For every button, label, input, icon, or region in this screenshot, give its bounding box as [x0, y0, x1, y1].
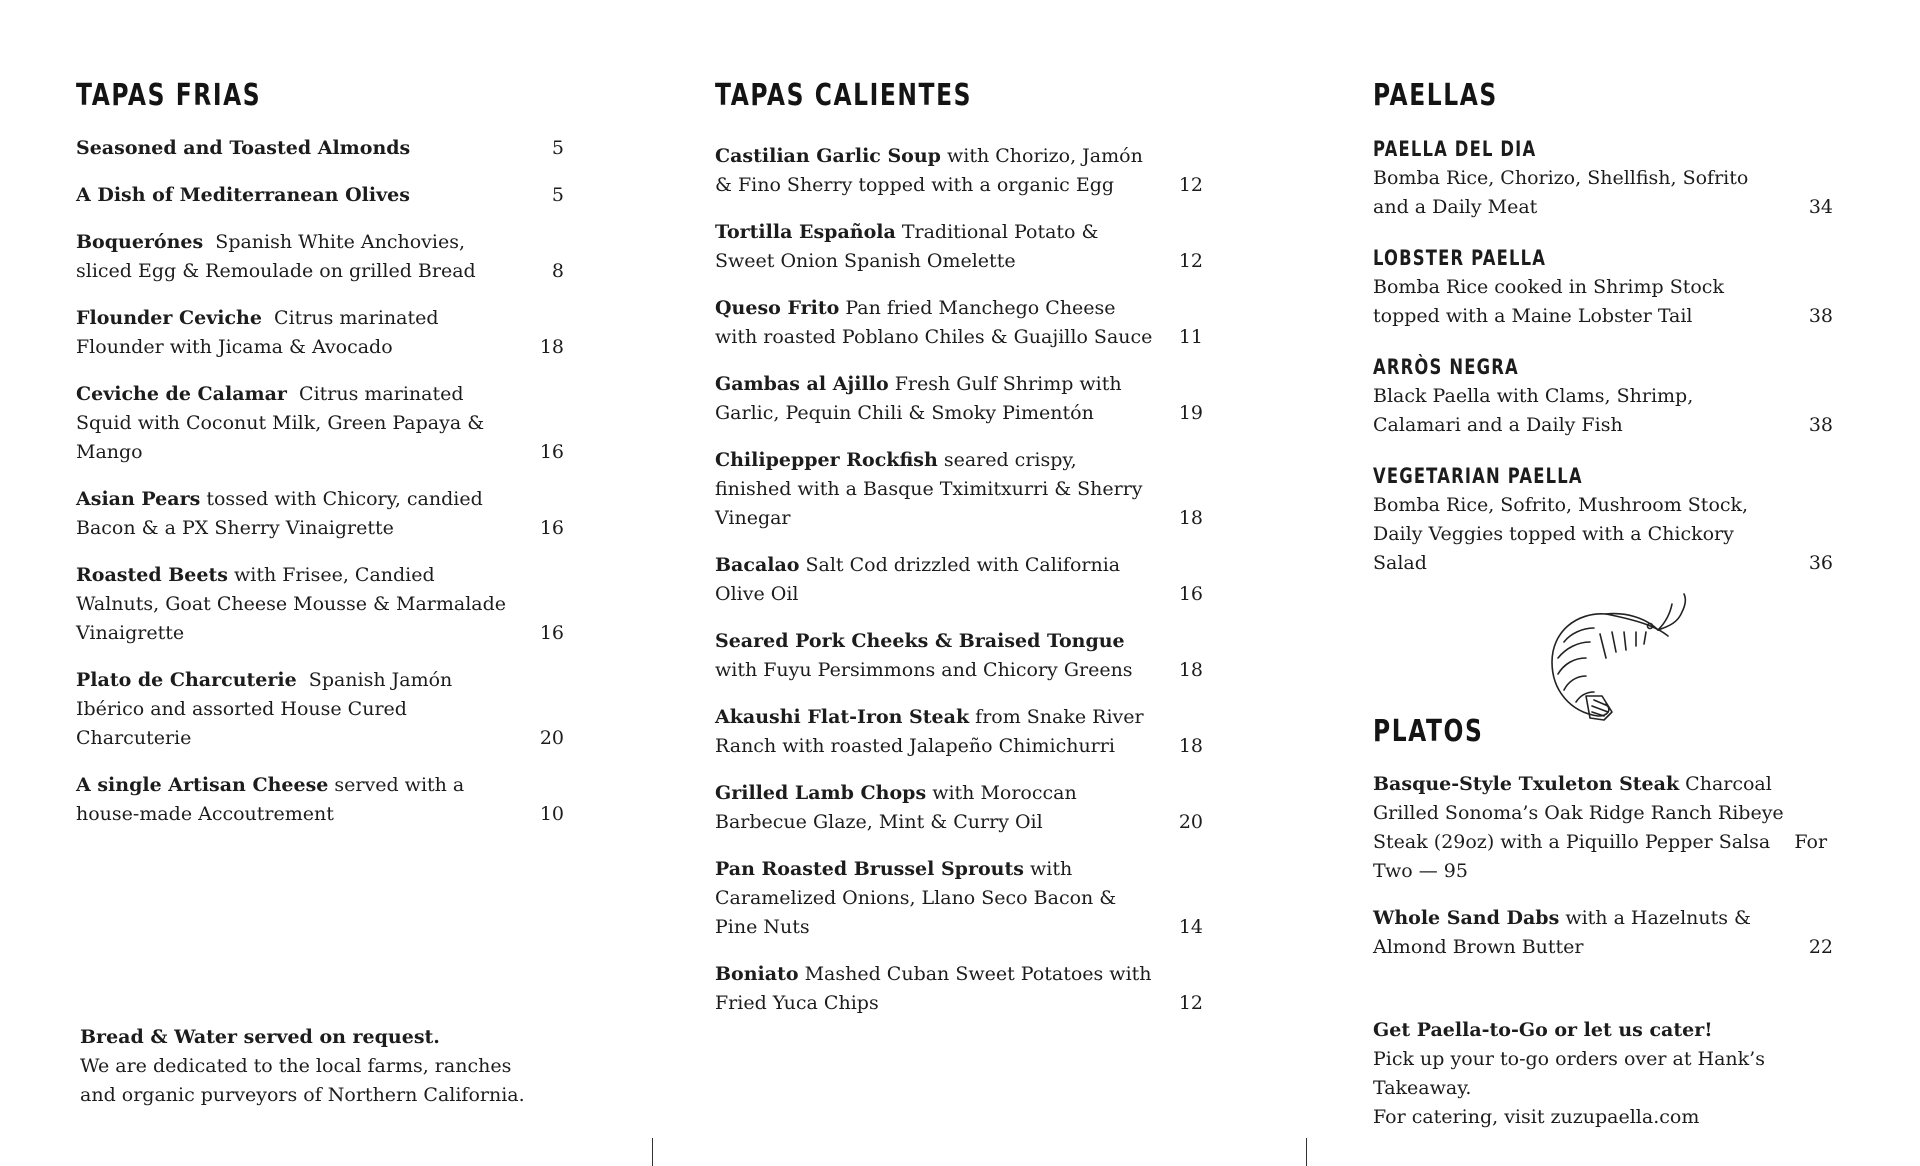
- catering-note: [1373, 1016, 1853, 1132]
- menu-item: Flounder Ceviche Citrus marinated Flounder with Jicama & Avocado 18: [76, 304, 564, 362]
- paella-item: LOBSTER PAELLA Bomba Rice cooked in Shrimp Stock topped with a Maine Lobster Tail 38: [1373, 243, 1833, 331]
- price: 19: [1178, 402, 1203, 424]
- paella-name: VEGETARIAN PAELLA: [1373, 464, 1583, 488]
- price: 5: [551, 137, 564, 159]
- tapas-frias-heading: TAPAS FRIAS: [76, 78, 262, 113]
- menu-item: Bacalao Salt Cod drizzled with California Olive Oil 16: [715, 551, 1203, 609]
- price: 11: [1178, 326, 1203, 348]
- menu-item: Boquerónes Spanish White Anchovies, sliced Egg & Remoulade on grilled Bread 8: [76, 228, 564, 286]
- menu-item: Grilled Lamb Chops with Moroccan Barbecue Glaze, Mint & Curry Oil 20: [715, 779, 1203, 837]
- menu-item: Tortilla Española Traditional Potato & Sweet Onion Spanish Omelette 12: [715, 218, 1203, 276]
- price: 20: [539, 727, 564, 749]
- paella-item: PAELLA DEL DIA Bomba Rice, Chorizo, Shellfish, Sofrito and a Daily Meat 34: [1373, 134, 1833, 222]
- catering-title: Get Paella-to-Go or let us cater!: [1373, 1019, 1713, 1041]
- menu-item: Basque-Style Txuleton Steak Charcoal Grilled Sonoma’s Oak Ridge Ranch Ribeye Steak (29oz) with a Piquillo Pepper Salsa For Two — 95: [1373, 773, 1828, 882]
- price: 18: [1178, 507, 1203, 529]
- menu-item: Castilian Garlic Soup with Chorizo, Jamón & Fino Sherry topped with a organic Egg 12: [715, 142, 1203, 200]
- shrimp-icon: [1546, 592, 1690, 724]
- price: 34: [1808, 196, 1833, 218]
- price: 22: [1808, 936, 1833, 958]
- price: 5: [551, 184, 564, 206]
- paella-name: LOBSTER PAELLA: [1373, 246, 1547, 270]
- price: For Two — 95: [1373, 831, 1828, 882]
- note-title: Bread & Water served on request.: [80, 1026, 440, 1048]
- platos-heading: PLATOS: [1373, 714, 1484, 749]
- price: 8: [551, 260, 564, 282]
- price: 16: [539, 441, 564, 463]
- menu-item: Plato de Charcuterie Spanish Jamón Ibérico and assorted House Cured Charcuterie 20: [76, 666, 564, 753]
- price: 16: [539, 517, 564, 539]
- menu-item: A Dish of Mediterranean Olives 5: [76, 181, 564, 210]
- paellas-heading: PAELLAS: [1373, 78, 1498, 113]
- platos-list: [1373, 770, 1833, 980]
- price: 16: [1178, 583, 1203, 605]
- menu-item: Boniato Mashed Cuban Sweet Potatoes with Fried Yuca Chips 12: [715, 960, 1203, 1018]
- menu-item: Whole Sand Dabs with a Hazelnuts & Almond Brown Butter 22: [1373, 904, 1833, 962]
- catering-line-2: For catering, visit zuzupaella.com: [1373, 1106, 1700, 1128]
- tapas-frias-list: [76, 134, 564, 847]
- menu-item: Chilipepper Rockfish seared crispy, finished with a Basque Tximitxurri & Sherry Vinegar 18: [715, 446, 1203, 533]
- price: 12: [1178, 992, 1203, 1014]
- column-divider: [1306, 1138, 1307, 1166]
- menu-item: Seared Pork Cheeks & Braised Tongue with Fuyu Persimmons and Chicory Greens 18: [715, 627, 1203, 685]
- menu-item: A single Artisan Cheese served with a house-made Accoutrement 10: [76, 771, 564, 829]
- paella-name: PAELLA DEL DIA: [1373, 137, 1537, 161]
- menu-item: Pan Roasted Brussel Sprouts with Caramelized Onions, Llano Seco Bacon & Pine Nuts 14: [715, 855, 1203, 942]
- paella-item: ARRÒS NEGRA Black Paella with Clams, Shrimp, Calamari and a Daily Fish 38: [1373, 352, 1833, 440]
- menu-item: Roasted Beets with Frisee, Candied Walnuts, Goat Cheese Mousse & Marmalade Vinaigrette 16: [76, 561, 564, 648]
- price: 14: [1178, 916, 1203, 938]
- menu-item: Seasoned and Toasted Almonds 5: [76, 134, 564, 163]
- menu-item: Ceviche de Calamar Citrus marinated Squid with Coconut Milk, Green Papaya & Mango 16: [76, 380, 564, 467]
- price: 10: [539, 803, 564, 825]
- column-divider: [652, 1138, 653, 1166]
- price: 38: [1808, 414, 1833, 436]
- bread-water-note: [80, 1023, 550, 1110]
- price: 18: [1178, 659, 1203, 681]
- paella-name: ARRÒS NEGRA: [1373, 355, 1519, 379]
- menu-item: Queso Frito Pan fried Manchego Cheese with roasted Poblano Chiles & Guajillo Sauce 11: [715, 294, 1203, 352]
- catering-line-1: Pick up your to-go orders over at Hank’s Takeaway.: [1373, 1048, 1765, 1099]
- price: 36: [1808, 552, 1833, 574]
- price: 16: [539, 622, 564, 644]
- paellas-list: [1373, 134, 1833, 599]
- tapas-calientes-list: [715, 142, 1203, 1036]
- price: 12: [1178, 174, 1203, 196]
- price: 12: [1178, 250, 1203, 272]
- paella-item: VEGETARIAN PAELLA Bomba Rice, Sofrito, Mushroom Stock, Daily Veggies topped with a Chickory Salad 36: [1373, 461, 1833, 578]
- note-text: We are dedicated to the local farms, ranches and organic purveyors of Northern California.: [80, 1055, 525, 1106]
- menu-item: Gambas al Ajillo Fresh Gulf Shrimp with Garlic, Pequin Chili & Smoky Pimentón 19: [715, 370, 1203, 428]
- price: 18: [539, 336, 564, 358]
- menu-item: Asian Pears tossed with Chicory, candied Bacon & a PX Sherry Vinaigrette 16: [76, 485, 564, 543]
- price: 18: [1178, 735, 1203, 757]
- price: 20: [1178, 811, 1203, 833]
- price: 38: [1808, 305, 1833, 327]
- menu-item: Akaushi Flat-Iron Steak from Snake River Ranch with roasted Jalapeño Chimichurri 18: [715, 703, 1203, 761]
- tapas-calientes-heading: TAPAS CALIENTES: [715, 78, 973, 113]
